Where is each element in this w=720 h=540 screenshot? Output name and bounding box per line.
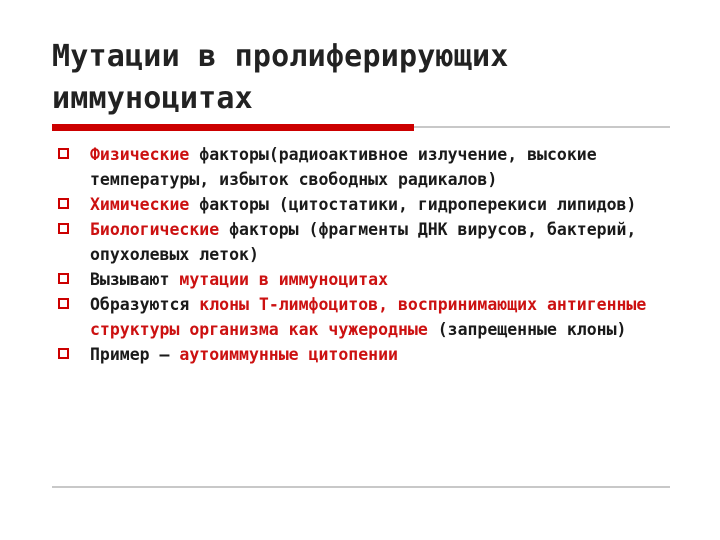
title-underline-accent bbox=[52, 124, 414, 131]
bullet-item bbox=[58, 292, 678, 342]
bullet-text: факторы (цитостатики, гидроперекиси липидов) bbox=[189, 195, 637, 214]
bullet-highlight-text: Химические bbox=[90, 195, 190, 214]
bullet-text: Образуются bbox=[90, 295, 200, 314]
hollow-square-bullet-icon bbox=[58, 148, 69, 159]
bullet-highlight-text: клоны Т-лимфоцитов, воспринимающих антигенные структуры организма как чужеродные bbox=[90, 295, 647, 339]
footer-divider bbox=[52, 486, 670, 488]
bullet-list bbox=[58, 142, 678, 367]
bullet-highlight-text: мутации в иммуноцитах bbox=[179, 270, 389, 289]
bullet-text: (запрещенные клоны) bbox=[427, 320, 627, 339]
title-underline-divider bbox=[414, 126, 670, 128]
hollow-square-bullet-icon bbox=[58, 348, 69, 359]
title-line-2: иммуноцитах bbox=[52, 81, 253, 116]
bullet-highlight-text: Биологические bbox=[90, 220, 220, 239]
bullet-text: Вызывают bbox=[90, 270, 180, 289]
bullet-item bbox=[58, 217, 678, 267]
hollow-square-bullet-icon bbox=[58, 298, 69, 309]
title-line-1: Мутации в пролиферирующих bbox=[52, 39, 509, 74]
bullet-highlight-text: Физические bbox=[90, 145, 190, 164]
hollow-square-bullet-icon bbox=[58, 223, 69, 234]
hollow-square-bullet-icon bbox=[58, 273, 69, 284]
bullet-text: Пример – bbox=[90, 345, 180, 364]
slide-title bbox=[52, 36, 692, 120]
bullet-highlight-text: аутоиммунные цитопении bbox=[179, 345, 398, 364]
bullet-item bbox=[58, 342, 678, 367]
hollow-square-bullet-icon bbox=[58, 198, 69, 209]
bullet-item bbox=[58, 267, 678, 292]
bullet-text: факторы(радиоактивное излучение, высокие температуры, избыток свободных радикалов) bbox=[90, 145, 597, 189]
bullet-item bbox=[58, 142, 678, 192]
bullet-item bbox=[58, 192, 678, 217]
bullet-text: факторы (фрагменты ДНК вирусов, бактерий, опухолевых леток) bbox=[90, 220, 637, 264]
